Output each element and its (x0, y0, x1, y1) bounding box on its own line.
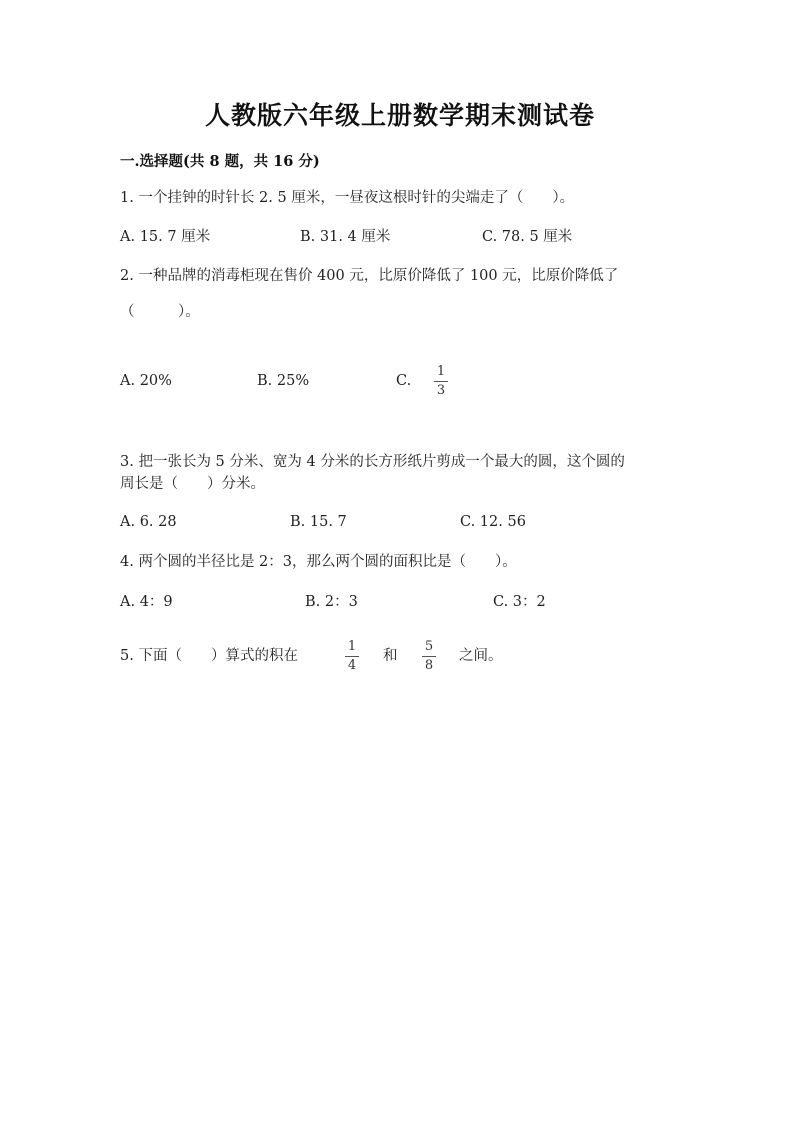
question-2-option-c-fraction (432, 364, 450, 399)
fraction-bar (422, 656, 436, 657)
question-2-option-a: A. 20% (120, 373, 172, 389)
question-3-option-a: A. 6. 28 (120, 514, 177, 530)
question-1-text: 1. 一个挂钟的时针长 2. 5 厘米，一昼夜这根时针的尖端走了（ ）。 (120, 190, 575, 206)
fraction-numerator: 5 (424, 639, 434, 654)
page-title: 人教版六年级上册数学期末测试卷 (204, 101, 595, 130)
question-4-option-b: B. 2：3 (305, 594, 358, 610)
fraction-numerator: 1 (347, 639, 357, 654)
question-5-suffix: 之间。 (459, 648, 503, 664)
fraction-numerator: 1 (436, 364, 446, 379)
question-1-option-a: A. 15. 7 厘米 (120, 229, 211, 245)
question-3-option-b: B. 15. 7 (290, 514, 347, 530)
question-5-prefix: 5. 下面（ ）算式的积在 (120, 648, 298, 664)
question-5-fraction-1 (343, 639, 361, 674)
fraction-denominator: 4 (347, 658, 357, 673)
section-title: 一.选择题(共 8 题，共 16 分) (120, 153, 320, 170)
question-3-text-line-1: 3. 把一张长为 5 分米、宽为 4 分米的长方形纸片剪成一个最大的圆，这个圆的 (120, 454, 625, 470)
question-1-option-c: C. 78. 5 厘米 (482, 229, 573, 245)
question-2-option-b: B. 25% (257, 373, 310, 389)
question-1-option-b: B. 31. 4 厘米 (300, 229, 391, 245)
question-3-option-c: C. 12. 56 (460, 514, 526, 530)
fraction-bar (345, 656, 359, 657)
question-3-text-line-2: 周长是（ ）分米。 (120, 476, 265, 492)
question-5-fraction-2 (420, 639, 438, 674)
fraction-denominator: 3 (436, 383, 446, 398)
question-2-text-line-1: 2. 一种品牌的消毒柜现在售价 400 元，比原价降低了 100 元，比原价降低了 (120, 268, 619, 284)
question-4-text: 4. 两个圆的半径比是 2：3，那么两个圆的面积比是（ ）。 (120, 554, 517, 570)
question-2-option-c: C. (396, 373, 412, 389)
question-4-option-c: C. 3：2 (493, 594, 546, 610)
fraction-denominator: 8 (424, 658, 434, 673)
question-5-middle: 和 (383, 648, 398, 664)
question-4-option-a: A. 4：9 (120, 594, 173, 610)
question-2-text-line-2: （ ）。 (120, 304, 200, 320)
fraction-bar (434, 381, 448, 382)
